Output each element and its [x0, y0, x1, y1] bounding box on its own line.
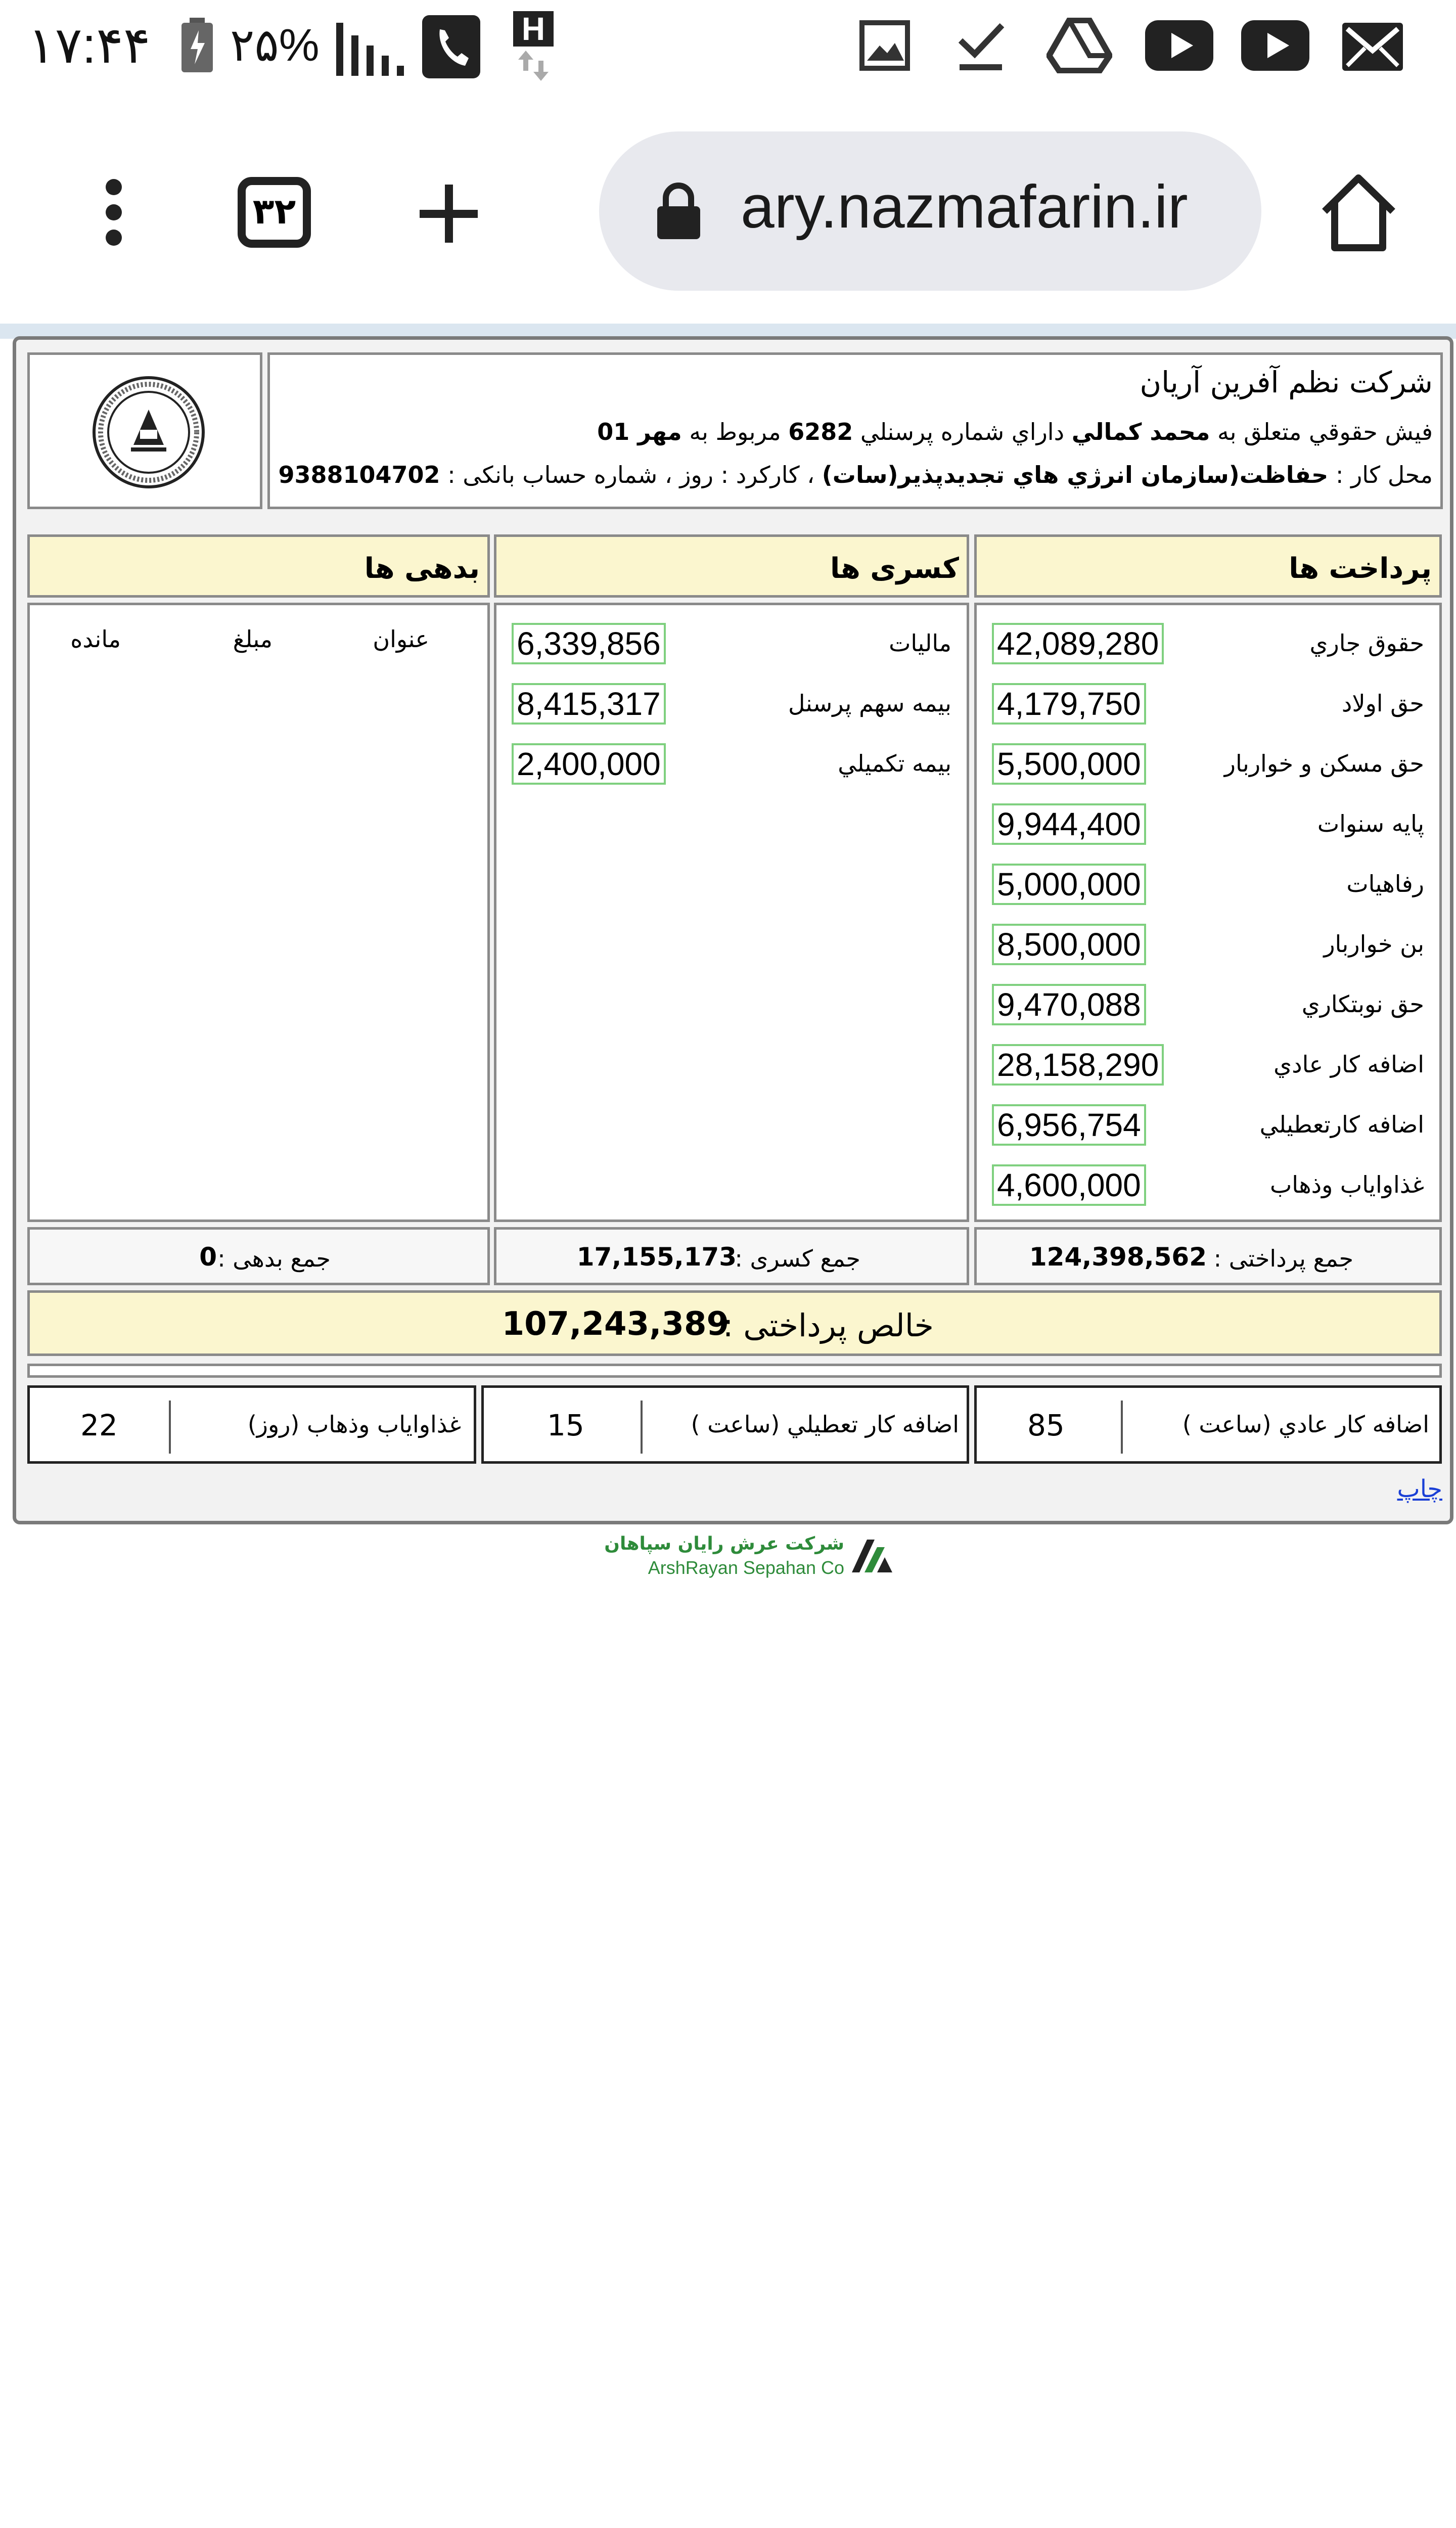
- summary-holiday-overtime: اضافه كار تعطيلي (ساعت ) 15: [481, 1385, 969, 1464]
- net-pay-value: 107,243,389: [502, 1305, 729, 1343]
- download-done-icon: [956, 18, 1006, 73]
- network-type: H: [513, 11, 554, 47]
- pay-month: مهر 01: [597, 418, 682, 445]
- payment-row-amount: 9,944,400: [992, 803, 1146, 845]
- payment-row-label: غذاوایاب وذهاب: [1270, 1171, 1424, 1198]
- debt-col-amount: مبلغ: [233, 625, 272, 653]
- footer-brand: [604, 1529, 895, 1580]
- status-bar: [0, 0, 1456, 101]
- phone-icon: [422, 15, 480, 78]
- debt-col-title: عنوان: [373, 625, 429, 653]
- deduction-row-label: بيمه تكميلي: [838, 750, 951, 777]
- footer-company-fa: شرکت عرش رایان سپاهان: [604, 1533, 844, 1554]
- battery-percent: ۲۵%: [230, 20, 320, 71]
- deductions-list: [494, 603, 969, 1222]
- new-tab-button[interactable]: [404, 169, 493, 255]
- deduction-row-amount: 2,400,000: [512, 743, 666, 785]
- drive-icon: [1046, 18, 1112, 73]
- payment-row-amount: 8,500,000: [992, 924, 1146, 965]
- payment-row-amount: 6,956,754: [992, 1104, 1146, 1146]
- payments-total: جمع پرداختی : 124,398,562: [974, 1227, 1442, 1285]
- separator-bar: [27, 1364, 1442, 1378]
- print-link[interactable]: چاپ: [1397, 1475, 1442, 1503]
- footer-company-en: ArshRayan Sepahan Co: [648, 1557, 844, 1578]
- debts-list: [27, 603, 490, 1222]
- more-options-icon[interactable]: [101, 177, 126, 248]
- payment-row-label: حق اولاد: [1341, 690, 1424, 717]
- payment-row-amount: 28,158,290: [992, 1044, 1164, 1086]
- payments-total-value: 124,398,562: [1029, 1242, 1207, 1272]
- payment-row-amount: 5,000,000: [992, 864, 1146, 905]
- signal-icon: [336, 18, 407, 76]
- tab-count: ۳۲: [252, 191, 296, 232]
- payment-row-label: حق نوبتكاري: [1301, 990, 1424, 1018]
- payment-row-label: رفاهيات: [1346, 870, 1424, 897]
- work-info-line: محل كار : حفاظت(سازمان انرژي هاي تجديدپذير(سات) ، كاركرد : روز ، شماره حساب بانكی : 9388104702: [278, 461, 1433, 488]
- deductions-total: جمع کسری : 17,155,173: [494, 1227, 969, 1285]
- youtube-icon-2: [1241, 20, 1309, 71]
- summary-commute: غذاوایاب وذهاب (روز) 22: [27, 1385, 476, 1464]
- payments-header: پرداخت ها: [974, 534, 1442, 598]
- slip-owner-line: فیش حقوقي متعلق به محمد كمالي داراي شماره پرسنلي 6282 مربوط به مهر 01: [597, 418, 1433, 445]
- company-seal-icon: [90, 374, 207, 490]
- debts-total-value: 0: [199, 1242, 217, 1272]
- home-icon[interactable]: [1320, 172, 1398, 253]
- plus-icon: [404, 169, 493, 255]
- slip-header: [267, 352, 1443, 509]
- company-name: شرکت نظم آفرین آریان: [1140, 365, 1433, 399]
- logo-box: [27, 352, 262, 509]
- data-arrows-icon: [516, 51, 551, 81]
- work-place: حفاظت(سازمان انرژي هاي تجديدپذير(سات): [822, 461, 1329, 488]
- payment-row-label: حقوق جاري: [1309, 629, 1424, 657]
- clock: ۱۷:۴۴: [28, 17, 151, 74]
- payments-list: [974, 603, 1442, 1222]
- battery-icon: [179, 18, 215, 73]
- summary-overtime-value: 85: [1027, 1408, 1065, 1442]
- net-pay: خالص پرداختی : 107,243,389: [27, 1290, 1442, 1356]
- summary-holiday-overtime-value: 15: [547, 1408, 584, 1442]
- deduction-row-label: ماليات: [889, 629, 951, 657]
- employee-name: محمد كمالي: [1071, 418, 1210, 445]
- youtube-icon: [1145, 20, 1213, 71]
- summary-overtime: اضافه كار عادي (ساعت ) 85: [974, 1385, 1442, 1464]
- personnel-number: 6282: [788, 418, 853, 445]
- debts-header: بدهی ها: [27, 534, 490, 598]
- debt-col-balance: مانده: [70, 625, 121, 653]
- tab-switcher-button[interactable]: [238, 177, 311, 248]
- email-icon: [1342, 23, 1403, 71]
- deductions-header: کسری ها: [494, 534, 969, 598]
- payment-row-amount: 4,600,000: [992, 1164, 1146, 1206]
- deduction-row-amount: 6,339,856: [512, 623, 666, 664]
- deductions-total-value: 17,155,173: [576, 1242, 737, 1272]
- payment-row-amount: 5,500,000: [992, 743, 1146, 785]
- payment-row-label: حق مسكن و خواربار: [1224, 750, 1424, 777]
- image-icon: [859, 20, 910, 71]
- payment-row-label: اضافه كارتعطيلي: [1259, 1111, 1424, 1138]
- summary-commute-value: 22: [80, 1408, 118, 1442]
- browser-toolbar: [0, 101, 1456, 324]
- payment-row-label: پايه سنوات: [1317, 810, 1424, 837]
- payment-row-label: اضافه كار عادي: [1273, 1051, 1424, 1078]
- payment-row-amount: 4,179,750: [992, 683, 1146, 725]
- payment-row-amount: 42,089,280: [992, 623, 1164, 664]
- payment-row-label: بن خواربار: [1324, 930, 1424, 958]
- deduction-row-amount: 8,415,317: [512, 683, 666, 725]
- url-text[interactable]: ary.nazmafarin.ir: [741, 173, 1188, 241]
- account-number: 9388104702: [278, 461, 440, 488]
- lock-icon: [655, 182, 703, 240]
- arsh-logo-icon: [849, 1534, 895, 1575]
- deduction-row-label: بيمه سهم پرسنل: [788, 690, 951, 717]
- debts-total: جمع بدهی : 0: [27, 1227, 490, 1285]
- payment-row-amount: 9,470,088: [992, 984, 1146, 1025]
- payslip-container: [13, 336, 1453, 1524]
